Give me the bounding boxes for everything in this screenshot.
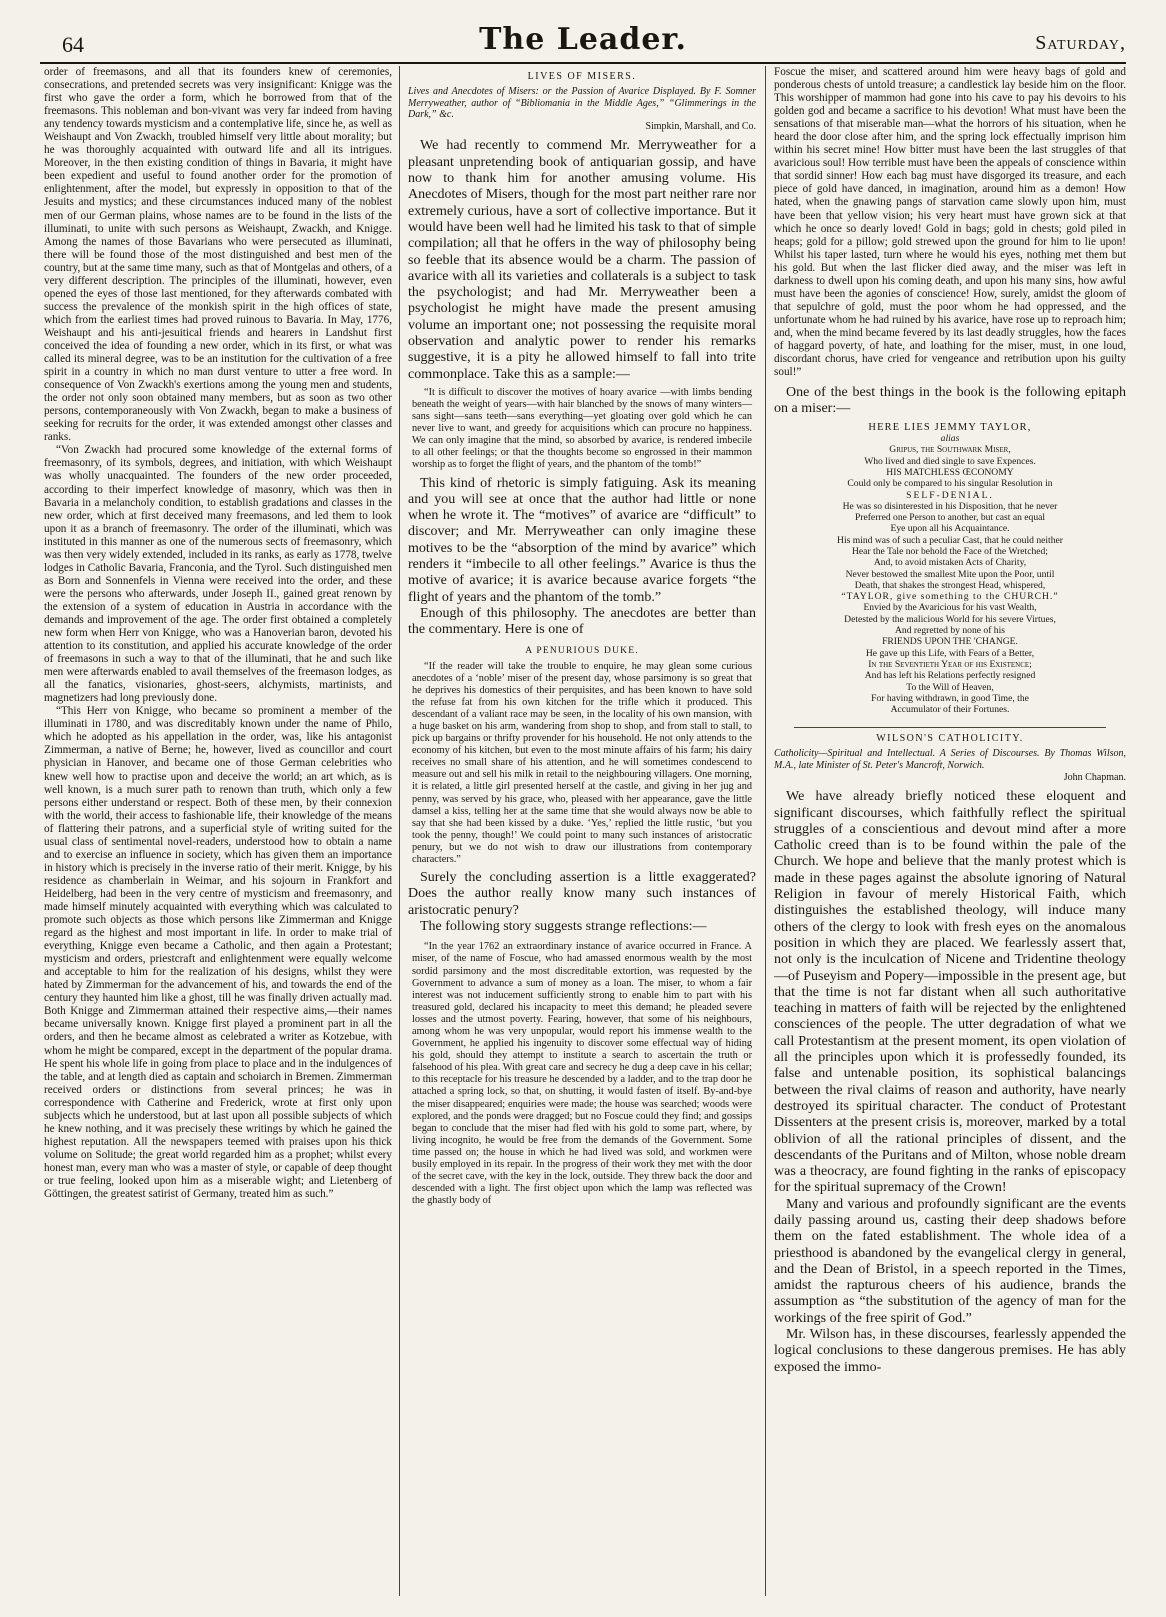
epitaph-line: FRIENDS UPON THE 'CHANGE. (882, 636, 1018, 648)
paragraph: order of freemasons, and all that its founders knew of ceremonies, consecrations, and pretended secrets was very insignificant: Knigge was the first who gave the order a form, which he borrowed from that of the freemasons. This nobleman and bon-vivant was very far indeed from having any tendency towards mysticism and a contemplative life, since he, as well as Weishaupt and Von Zwackh, troubled himself very little about morality; but he was thoroughly acquainted with outward life and all its intrigues. Moreover, in the then existing condition of things in Bavaria, it might have been expedient and useful to found another order for the promotion of enlightenment, after the model, but expressly in opposition to that of the Jesuits and mystics; and these circumstances induced many of the noblest men of our German plains, whose names are to be found in the lists of the illuminati, to unite with such persons as Weishaupt, Zwackh, and Knigge. Among the names of those Bavarians who were persecuted as illuminati, there will be found those of the most distinguished and best men of the country, but at the same time many, such as that of Montgelas and others, of a very different description. The principles of the illuminati, however, even opened the eyes of those last mentioned, for they afterwards combated with success the prevalence of the monkish spirit in the high offices of state, which from the earliest times had proved ruinous to Bavaria. In May, 1776, Weishaupt and his anti-jesuitical friends and hearers in Landshut first conceived the idea of founding a new order, which in its first, or what was called its mineral degree, was to be an institution for the cultivation of a free spirit in a country in which no man durst venture to utter a free word. In consequence of Von Zwackh's exertions among the young men and students, the order not only soon obtained many members, but as soon as two other persons, contemporaneously with Von Zwackh, began to make a business of seeking for recruits for the order, it was extended amongst other classes and ranks. (44, 66, 392, 444)
review-paragraph: The following story suggests strange reflections:— (420, 919, 707, 935)
epitaph-line: His mind was of such a peculiar Cast, that he could neither (837, 534, 1063, 546)
epitaph-line: Detested by the malicious World for his severe Virtues, (844, 613, 1056, 625)
epitaph-line: SELF-DENIAL. (906, 489, 994, 501)
column-2 (408, 66, 756, 1596)
epitaph-line: In the Seventieth Year of his Existence; (868, 658, 1032, 670)
epitaph-line: And, to avoid mistaken Acts of Charity, (873, 557, 1027, 569)
paragraph: “This Herr von Knigge, who became so prominent a member of the illuminati in 1780, and was discreditably known under the name of Philo, which he adopted as his appellation in the order, was, like his antagonist Zimmerman, a native of Berne; he, however, lived as councillor and court physician in Hanover, and became one of those German celebrities who knew well how to practise upon and deceive the world; an art which, as is well known, is a much surer path to renown than truth, which only a few persons either understand or respect. Both of these men, by their connexion with the world, their access to fashionable life, their knowledge of the means of flattering their patrons, and a superficial style of writing suited for the usual class of sentimental novel-readers, understood how to obtain a name and to exercise an influence in society, which has given them an importance in history which is precisely in the inverse ratio of their merit. Knigge, by his residence as chamberlain in Weimar, and his sojourn in Frankfort and Heidelberg, had been in the very centre of mysticism and freemasonry, and made himself minutely acquainted with everything which was calculated to promote such objects as those which persons like Zimmerman and Knigge regard as the highest and most important in life. In order to make trial of everything, Knigge even became a Catholic, and then again a Protestant; mysticism and orders, priestcraft and enlightenment were equally welcome and acceptable to him for the realization of his designs, whilst they were hated by Zimmerman for the advancement of his, and towards the end of the century they haunted him like a ghost, till he was finally driven actually mad. Both Knigge and Zimmerman attained their respective aims,—their names became universally known. Knigge first played a prominent part in all the orders, and then he became almost as celebrated a writer as Kotzebue, with whom he might be compared, except in the department of the popular drama. He spent his whole life in going from place to place and in the indulgences of the table, and at length died as captain and schoiarch in Bremen. Zimmerman received orders or distinctions from several princes; he was in correspondence with Catherine and Frederick, wrote at first only upon subjects which he understood, but at last upon all possible subjects of which he knew nothing, and it was precisely these writings by which he gained the highest reputation. All the newspapers teemed with praises upon his thick volume on Solitude; the great world regarded him as a prophet; whilst every honest man, every man who was a master of style, or capable of deep thought or true feeling, looked upon him as a miserable wight; and Lietenberg of Göttingen, the greatest satirist of Germany, treated him as such.” (44, 705, 392, 1201)
epitaph-line: Hear the Tale nor behold the Face of the Wretched; (852, 545, 1048, 557)
review-paragraph: Surely the concluding assertion is a little exaggerated? Does the author really know many such instances of aristocratic penury? (408, 870, 756, 918)
epitaph-line: Accumulator of their Fortunes. (890, 704, 1010, 716)
epitaph-line: Envied by the Avaricious for his vast Wealth, (863, 602, 1037, 614)
page-number: 64 (62, 32, 84, 57)
issue-day: Saturday, (1035, 32, 1126, 54)
subheading-penurious-duke: A PENURIOUS DUKE. (525, 645, 639, 656)
review-paragraph: One of the best things in the book is the following epitaph on a miser:— (774, 385, 1126, 417)
epitaph-line: Preferred one Person to another, but cast an equal (854, 512, 1046, 524)
review-paragraph: Many and various and profoundly significant are the events daily passing around us, casting their deep shadows before them on the fated establishment. The whole idea of a priesthood is abandoned by the evangelical clergy in general, and the Dean of Bristol, in a speech reported in the Times, amidst the rapturous cheers of his audience, brands the assumption as “the substitution of the agency of man for the workings of the free spirit of God.” (774, 1196, 1126, 1326)
epitaph-line: Gripus, the Southwark Miser, (889, 444, 1011, 456)
quotation: “In the year 1762 an extraordinary instance of avarice occurred in France. A miser, of the name of Foscue, who had amassed enormous wealth by the most sordid parsimony and the most discreditable extortion, was requested by the Government to advance a sum of money as a loan. The miser, to whom a fair interest was not inducement sufficiently strong to enable him to part with his treasured gold, declared his incapacity to meet this demand; he pleaded severe losses and the utmost poverty. Fearing, however, that some of his neighbours, among whom he was very unpopular, would report his immense wealth to the Government, he applied his ingenuity to discover some effectual way of hiding his gold, should they attempt to institute a search to ascertain the truth or falsehood of his plea. With great care and secrecy he dug a deep cave in his cellar; to this receptacle for his treasure he descended by a ladder, and to the trap door he attached a spring lock, so that, on shutting, it would fasten of itself. By-and-bye the miser disappeared; enquiries were made; the house was searched; woods were explored, and the ponds were dragged; but no Foscue could they find; and gossips began to conclude that the miser had fled with his gold to some part, where, by living incognito, he would be free from the demands of the Government. Some time passed on; the house in which he had lived was sold, and workmen were busily employed in its repair. In the progress of their work they met with the door of the secret cave, with the key in the lock, outside. They threw back the door and descended with a light. The first object upon which the lamp was reflected was the ghastly body of (412, 941, 752, 1207)
epitaph-line: He was so disinterested in his Disposition, that he never (842, 500, 1058, 512)
masthead-title: The Leader. (479, 22, 687, 57)
epitaph-line: And has left his Relations perfectly resigned (864, 670, 1036, 682)
book-citation-text: Catholicity—Spiritual and Intellectual. A Series of Discourses. By Thomas Wilson, M.A., late Minister of St. Peter's Mancroft, Norwich. (774, 748, 1126, 772)
epitaph-line: And regretted by none of his (894, 625, 1006, 637)
paragraph: “Von Zwackh had procured some knowledge of the external forms of freemasonry, of its symbols, degrees, and initiation, with which Weishaupt was wholly unacquainted. The founders of the new order proceeded, according to their imperfect knowledge of masonry, which was then in Bavaria in a melancholy condition, to establish gradations and classes in the new order, which at first deceived many freemasons, and led them to look upon it as a branch of freemasonry. The order of the illuminati, which was instituted in this manner as one of the numerous sects of freemasonry, which was then very widely extended, included in its ranks, as early as 1778, twelve lodges in Catholic Bavaria, Franconia, and the Tyrol. Such distinguished men as Born and Sonnenfels in Vienna were received into the order, and these were the persons who afterwards, under Joseph II., gained great renown by the extension of a system of education in Austria in accordance with the demands and improvement of the age. The order first obtained a completely new form when Herr von Knigge, who was a Hanoverian baron, devoted his attention to its constitution, and applied his accurate knowledge of the order of freemasons in such a way to that of the illuminati, that he and such like men were afterwards enabled to avail themselves of the freemason lodges, as all the fanatics, visionaries, ghost-seers, alchymists, martinists, and magnetizers had long previously done. (44, 444, 392, 705)
epitaph-line: Who lived and died single to save Expences. (864, 455, 1036, 467)
review-paragraph: This kind of rhetoric is simply fatiguing. Ask its meaning and you will see at once that the author had little or none when he wrote it. The “motives” of avarice are “difficult” to discover; and Mr. Merryweather can only imagine these motives to be the “absorption of the mind by avarice” which renders it “imbecile to all other feelings.” Avarice is thus the motive of avarice; it is avarice because avarice forgets “the flight of years and the phantom of the tomb.” (408, 475, 756, 605)
quotation: “If the reader will take the trouble to enquire, he may glean some curious anecdotes of a ‘noble’ miser of the present day, whose parsimony is so great that he deprives his domestics of their perquisites, and has been known to have sold the refuse fat from his own kitchen for the trifle which it produced. This descendant of a valiant race may be seen, in the locality of his own mansion, with a huge basket on his arm, wandering from shop to shop, and from stall to stall, to pick up bargains or thrifty provender for his household. He not only attends to the economy of his kitchen, but even to the most minute affairs of his farm; his dairy receives no small share of his attention, and he will sometimes condescend to measure out and sell his milk in retail to the neighbouring villagers. One morning, it is related, a little girl presented herself at the castle, and giving in her jug and penny, was served by his grace, who, pleased with her appearance, gave the little damsel a kiss, telling her at the same time that she would always now be able to say that she had been kissed by a duke. ‘Yes,’ replied the little rustic, ‘but you took the penny, though!’ We could point to many such instances of aristocratic penury, but we do not wish to draw our illustrations from contemporary characters.” (412, 660, 752, 866)
review-paragraph: We had recently to commend Mr. Merryweather for a pleasant unpretending book of antiquarian gossip, and have now to thank him for another amusing volume. His Anecdotes of Misers, though for the most part neither rare nor extremely curious, have a sort of collective importance. But it would have been well had he limited his task to that of simple compilation; all that he offers in the way of philosophy being so feeble that its absence would be a charm. The passion of avarice with all its varieties and collaterals is a subject to task the psychologist; and had Mr. Merryweather been a psychologist he might have made the present amusing volume an important one; not possessing the requisite moral observation and analytic power to render his remarks suggestive, it is a pity he allowed himself to fall into trite commonplace. Take this as a sample:— (408, 138, 756, 382)
column-1 (44, 66, 392, 1596)
publisher: Simpkin, Marshall, and Co. (645, 120, 756, 132)
book-citation (408, 86, 756, 132)
epitaph-line: He gave up this Life, with Fears of a Better, (865, 647, 1035, 659)
section-title-lives-of-misers: LIVES OF MISERS. (527, 71, 637, 82)
review-paragraph: Enough of this philosophy. The anecdotes are better than the commentary. Here is one of (408, 605, 756, 638)
review-paragraph: Mr. Wilson has, in these discourses, fearlessly appended the logical conclusions to these dangerous premises. He has ably exposed the immo- (774, 1327, 1126, 1375)
section-divider (794, 727, 1106, 728)
epitaph-line: To the Will of Heaven, (906, 681, 994, 693)
epitaph (774, 422, 1126, 716)
epitaph-line: “TAYLOR, give something to the CHURCH.” (841, 591, 1059, 603)
page-header (40, 22, 1126, 64)
book-citation (774, 748, 1126, 783)
publisher: John Chapman. (1063, 771, 1126, 783)
epitaph-line: HIS MATCHLESS ŒCONOMY (886, 466, 1014, 478)
column-divider (765, 66, 766, 1596)
column-3 (774, 66, 1126, 1596)
epitaph-line: alias (940, 433, 960, 445)
epitaph-line: For having withdrawn, in good Time, the (871, 692, 1029, 704)
review-paragraph: We have already briefly noticed these eloquent and significant discourses, which faithfully reflect the spiritual struggles of a conscientious and devout mind after a more Catholic creed than is to be found within the pale of the Church. We hope and believe that the manly protest which is made in these pages against the absolute ignoring of Natural Religion in favour of merely Historical Faith, which distinguishes the established theology, will induce many others of the clergy to look with fresh eyes on the anomalous position in which they are placed. We fearlessly assert that, not only is the inculcation of Nicene and Tridentine theology—of Puseyism and Popery—impossible in the present age, but that the time is not far distant when all such authoritative teaching in matters of faith will be rejected by the enlightened consciences of the people. The utter degradation of what we call Protestantism at the present moment, its open violation of all the principles upon which it is professedly founded, its false and untenable position, its sophistical balancings between the rival claims of reason and authority, have nearly destroyed its spiritual character. The conduct of Protestant Dissenters at the present crisis is, moreover, marked by a total oblivion of all the rational principles of dissent, and the descendants of the Puritans and of Milton, whose noble dream was a theocracy, are found fighting in the ranks of episcopacy for the spiritual supremacy of the Crown! (774, 789, 1126, 1196)
book-citation-text: Lives and Anecdotes of Misers: or the Passion of Avarice Displayed. By F. Somner Merryweather, author of “Bibliomania in the Middle Ages,” “Glimmerings in the Dark,” &c. (408, 86, 756, 121)
quotation-continued: Foscue the miser, and scattered around him were heavy bags of gold and ponderous chests of untold treasure; a candlestick lay beside him on the floor. This worshipper of mammon had gone into his cave to pay his devoirs to his golden god and became a sacrifice to his devotion! What must have been the sensations of that miserable man—what the horrors of his situation, when he heard the door close after him, and the spring lock effectually imprison him within his secret mine! How bitter must have been the last struggles of that avaricious soul! How terrible must have been the appeals of conscience within that sordid sinner! How each bag must have disgorged its treasure, and each piece of gold have danced, in imagination, around him as a demon! How hated, when the gnawing pangs of starvation came slowly upon him, must have been that yellow vision; his very heart must have grown sick at that which he once so dearly loved! Gold in bags; gold in chests; gold piled in heaps; gold for a pillow; gold strewed upon the ground for him to lie upon! Whilst his taper lasted, turn where he would his eyes, nothing met them but his gold. But when the last flicker died away, and the miser was left in darkness to dwell upon his coming death, and upon his many sins, how awful must have been the agonies of conscience! How, surely, amidst the gloom of that sepulchre of gold, must the poor whom he had oppressed, and the unfortunate whom he had ruined by his avarice, have rose up to reproach him; and, when the mind became fevered by its last deadly struggles, how the faces of haggard poverty, of hate, and loathing for the miser, must, in one loud, discordant chorus, have cried for vengeance and retribution upon his guilty soul!” (774, 66, 1126, 379)
epitaph-line: HERE LIES JEMMY TAYLOR, (868, 421, 1032, 433)
quotation: “It is difficult to discover the motives of hoary avarice —with limbs bending beneath the weight of years—with hair blanched by the snows of many winters—sans sight—sans teeth—sans everything—yet gloating over gold which he can never live to want, and greedy for acquisitions which can procure no happiness. We can only imagine that the mind, so absorbed by avarice, is rendered imbecile to all other feelings; or that the thoughts become so engrossed in their mammon worship as to forget the flight of years, and the phantom of the tomb!” (412, 386, 752, 471)
epitaph-line: Death, that shakes the strongest Head, whispered, (854, 579, 1046, 591)
epitaph-line: Could only be compared to his singular Resolution in (847, 478, 1053, 490)
column-divider (399, 66, 400, 1596)
epitaph-line: Eye upon all his Acquaintance. (890, 523, 1010, 535)
section-title-wilsons-catholicity: WILSON'S CATHOLICITY. (876, 733, 1024, 745)
epitaph-line: Never bestowed the smallest Mite upon the Poor, until (845, 568, 1055, 580)
